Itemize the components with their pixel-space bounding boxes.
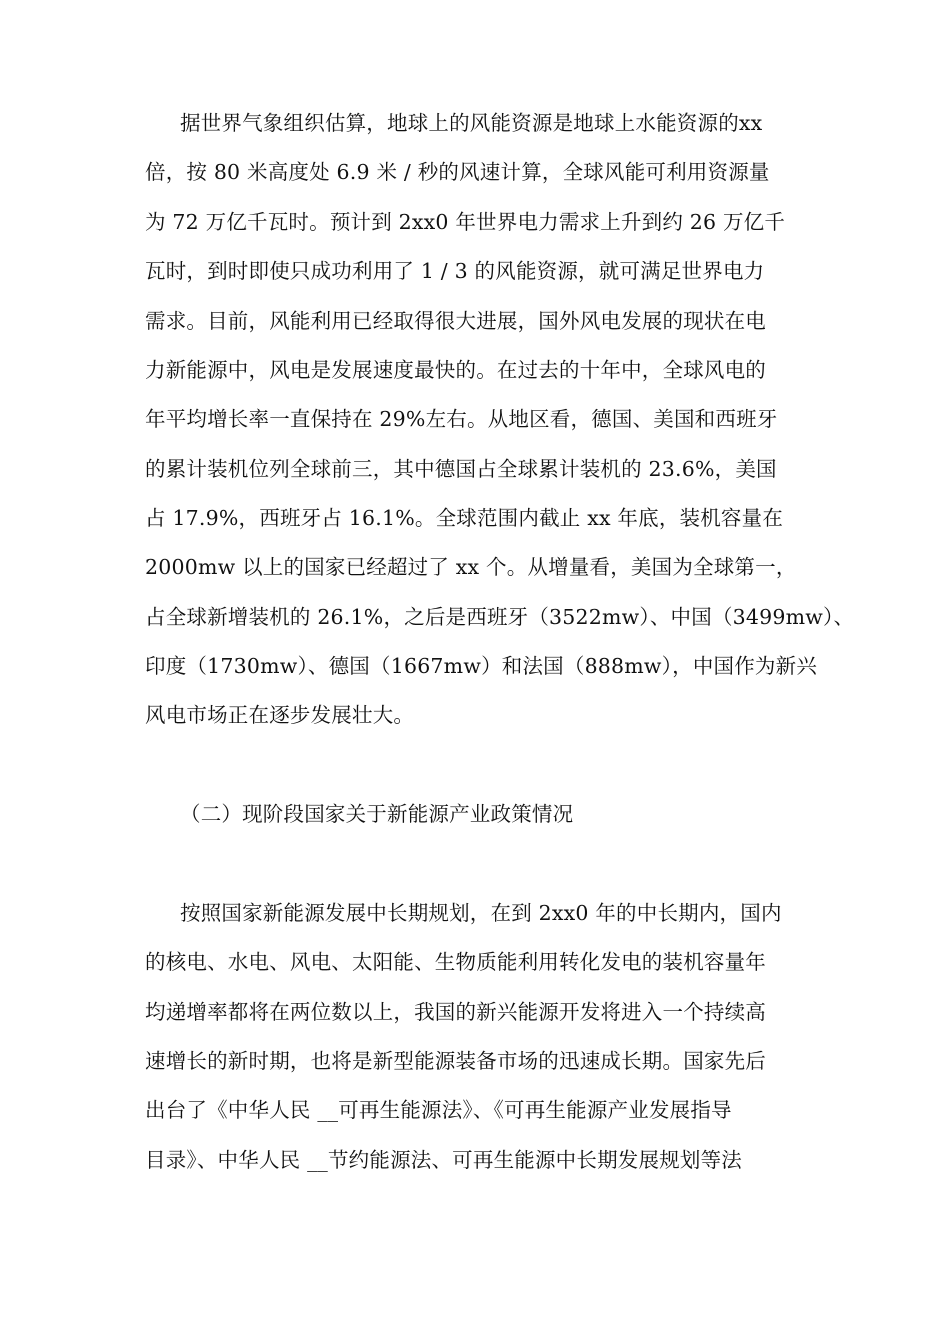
text-line: 为 72 万亿千瓦时。预计到 2xx0 年世界电力需求上升到约 26 万亿千 [145, 210, 786, 234]
section-heading: （二）现阶段国家关于新能源产业政策情况 [180, 802, 574, 826]
text-line: 倍，按 80 米高度处 6.9 米 / 秒的风速计算，全球风能可利用资源量 [145, 160, 770, 184]
text-line: 需求。目前，风能利用已经取得很大进展，国外风电发展的现状在电 [145, 309, 766, 333]
text-line: 据世界气象组织估算，地球上的风能资源是地球上水能资源的xx [180, 111, 763, 135]
text-line: 年平均增长率一直保持在 29%左右。从地区看，德国、美国和西班牙 [145, 407, 778, 431]
text-line: 按照国家新能源发展中长期规划，在到 2xx0 年的中长期内，国内 [180, 901, 782, 925]
text-line: 2000mw 以上的国家已经超过了 xx 个。从增量看，美国为全球第一， [145, 555, 797, 579]
text-line: 的核电、水电、风电、太阳能、生物质能利用转化发电的装机容量年 [145, 950, 766, 974]
text-line: 占全球新增装机的 26.1%，之后是西班牙（3522mw）、中国（3499mw）、 [145, 605, 855, 629]
text-line: 印度（1730mw）、德国（1667mw）和法国（888mw），中国作为新兴 [145, 654, 818, 678]
text-line: 目录》、中华人民 __节约能源法、可再生能源中长期发展规划等法 [145, 1148, 742, 1172]
text-line: 出台了《中华人民 __可再生能源法》、《可再生能源产业发展指导 [145, 1098, 732, 1122]
text-line: 瓦时，到时即使只成功利用了 1 / 3 的风能资源，就可满足世界电力 [145, 259, 765, 283]
text-line: 速增长的新时期，也将是新型能源装备市场的迅速成长期。国家先后 [145, 1049, 766, 1073]
text-line: 力新能源中，风电是发展速度最快的。在过去的十年中，全球风电的 [145, 358, 766, 382]
text-line: 占 17.9%，西班牙占 16.1%。全球范围内截止 xx 年底，装机容量在 [145, 506, 784, 530]
text-line: 均递增率都将在两位数以上，我国的新兴能源开发将进入一个持续高 [145, 1000, 766, 1024]
text-line: 风电市场正在逐步发展壮大。 [145, 703, 415, 727]
text-line: 的累计装机位列全球前三，其中德国占全球累计装机的 23.6%，美国 [145, 457, 777, 481]
